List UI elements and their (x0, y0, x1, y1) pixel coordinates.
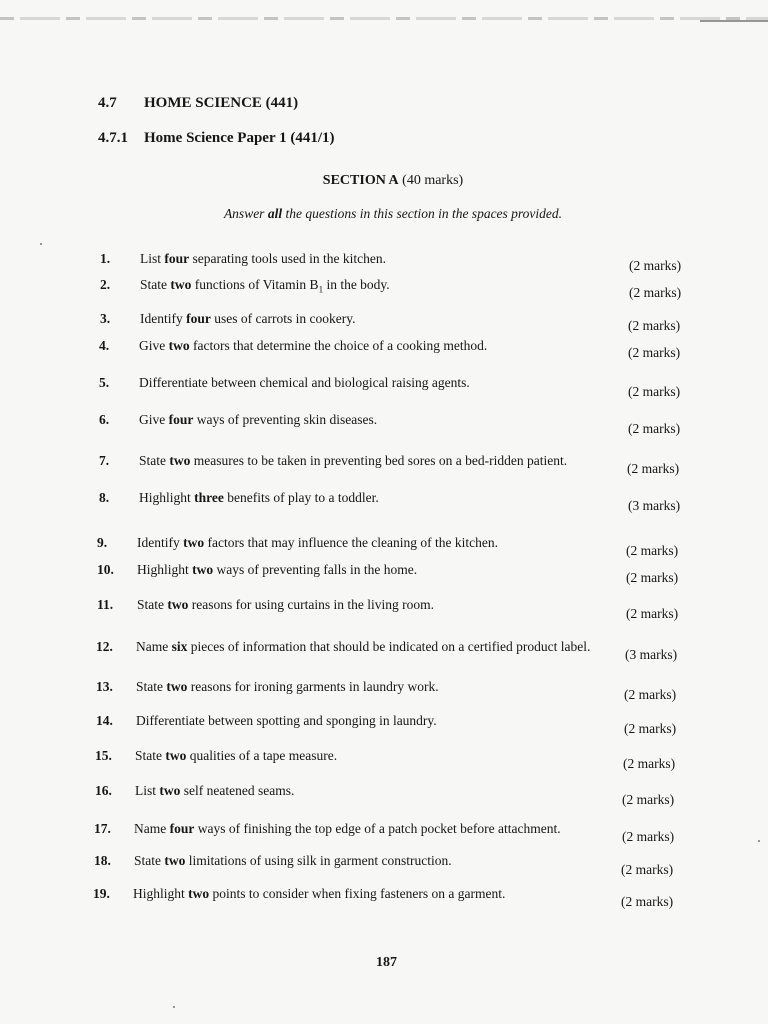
question-text-part: Give (139, 338, 169, 353)
question-keyword: two (164, 853, 186, 868)
question-number: 9. (97, 535, 108, 550)
question-subscript: 1 (318, 284, 324, 295)
question-marks: (2 marks) (624, 721, 677, 736)
question-marks: (2 marks) (626, 570, 679, 585)
question-number: 13. (96, 679, 113, 694)
question-number: 4. (99, 338, 110, 353)
question-text-part: List (135, 783, 160, 798)
question-marks: (2 marks) (628, 384, 681, 399)
question-keyword: two (169, 453, 191, 468)
scan-speck (758, 840, 760, 842)
question-text-part: Highlight (139, 490, 195, 505)
question-text (139, 490, 379, 506)
question-text-part: ways of finishing the top edge of a patch pocket before attachment. (194, 821, 561, 836)
question-text-part: measures to be taken in preventing bed sores on a bed-ridden patient. (190, 453, 568, 468)
question-text-part: ways of preventing falls in the home. (213, 562, 418, 577)
question-text-part: Give (139, 412, 169, 427)
question-text (136, 679, 439, 695)
section-title: HOME SCIENCE (441) (144, 95, 299, 111)
question-text-part: functions of Vitamin B (191, 277, 319, 292)
question-number: 10. (97, 562, 114, 577)
question-number: 8. (99, 490, 110, 505)
question-text-part: Highlight (133, 886, 189, 901)
question-text-part: factors that may influence the cleaning of the kitchen. (204, 535, 499, 550)
question-text-part: qualities of a tape measure. (186, 748, 338, 763)
question-marks: (2 marks) (629, 285, 682, 300)
question-text (139, 338, 487, 354)
question-text-part: State (136, 679, 167, 694)
question-text (136, 713, 437, 729)
question-marks: (2 marks) (626, 606, 679, 621)
question-text (139, 412, 377, 428)
question-marks: (2 marks) (621, 894, 674, 909)
question-keyword: two (159, 783, 181, 798)
question-text-part: points to consider when fixing fasteners on a garment. (209, 886, 506, 901)
question-marks: (2 marks) (627, 461, 680, 476)
question-text (139, 375, 470, 391)
scan-speck (40, 243, 42, 245)
question-number: 15. (95, 748, 112, 763)
question-text-part: in the body. (323, 277, 390, 292)
question-text-part: Highlight (137, 562, 193, 577)
question-text-part: Identify (137, 535, 184, 550)
question-text-part: List (140, 251, 165, 266)
question-number: 18. (94, 853, 111, 868)
question-keyword: two (183, 535, 205, 550)
question-text (140, 277, 390, 295)
question-number: 2. (100, 277, 111, 292)
question-marks: (2 marks) (624, 687, 677, 702)
question-text-part: reasons for using curtains in the living room. (188, 597, 434, 612)
question-text-part: State (140, 277, 171, 292)
question-text-part: Differentiate between chemical and biological raising agents. (139, 375, 470, 390)
question-text-part: State (134, 853, 165, 868)
question-number: 16. (95, 783, 112, 798)
question-marks: (3 marks) (625, 647, 678, 662)
question-number: 17. (94, 821, 111, 836)
question-text-part: self neatened seams. (180, 783, 295, 798)
question-text-part: benefits of play to a toddler. (223, 490, 379, 505)
question-marks: (2 marks) (623, 756, 676, 771)
question-marks: (2 marks) (628, 345, 681, 360)
question-text-part: State (137, 597, 168, 612)
question-text-part: limitations of using silk in garment construction. (185, 853, 452, 868)
question-keyword: four (164, 251, 190, 266)
question-marks: (3 marks) (628, 498, 681, 513)
question-text-part: factors that determine the choice of a cooking method. (189, 338, 488, 353)
question-number: 7. (99, 453, 110, 468)
question-keyword: two (170, 277, 192, 292)
instruction-text: Answer (223, 206, 268, 221)
question-number: 1. (100, 251, 111, 266)
paper-number: 4.7.1 (98, 130, 128, 146)
question-keyword: six (171, 639, 188, 654)
question-keyword: two (168, 338, 190, 353)
question-keyword: four (186, 311, 211, 326)
question-marks: (2 marks) (621, 862, 674, 877)
question-text (134, 853, 452, 869)
question-text (140, 251, 386, 267)
question-keyword: two (192, 562, 214, 577)
question-keyword: two (167, 597, 189, 612)
instruction-emphasis: all (267, 206, 283, 221)
section-a-title (0, 173, 768, 189)
question-marks: (2 marks) (626, 543, 679, 558)
question-keyword: two (188, 886, 210, 901)
question-number: 6. (99, 412, 110, 427)
section-a-label: SECTION A (322, 173, 399, 188)
question-number: 5. (99, 375, 110, 390)
question-text (139, 453, 567, 469)
question-text (136, 639, 590, 655)
question-text-part: Identify (140, 311, 187, 326)
scan-artifact-rule (700, 20, 768, 22)
page-number: 187 (376, 955, 397, 970)
question-number: 12. (96, 639, 113, 654)
scan-artifact-top (0, 17, 768, 20)
question-number: 3. (100, 311, 111, 326)
section-a-instruction (0, 206, 768, 222)
question-marks: (2 marks) (628, 421, 681, 436)
question-keyword: two (166, 679, 188, 694)
question-text (140, 311, 355, 327)
section-a-marks: (40 marks) (402, 173, 464, 188)
question-text-part: ways of preventing skin diseases. (193, 412, 378, 427)
question-text (137, 597, 434, 613)
question-text-part: Differentiate between spotting and sponging in laundry. (136, 713, 437, 728)
question-keyword: two (165, 748, 187, 763)
question-text-part: Name (134, 821, 170, 836)
question-marks: (2 marks) (622, 829, 675, 844)
question-keyword: four (168, 412, 194, 427)
question-text-part: Name (136, 639, 172, 654)
question-text (137, 535, 498, 551)
instruction-text: the questions in this section in the spaces provided. (282, 206, 563, 221)
question-text (133, 886, 505, 902)
question-text (134, 821, 561, 837)
question-text (135, 783, 294, 799)
question-marks: (2 marks) (622, 792, 675, 807)
section-number: 4.7 (98, 95, 117, 111)
question-text (135, 748, 337, 764)
question-text-part: reasons for ironing garments in laundry work. (187, 679, 439, 694)
question-number: 14. (96, 713, 113, 728)
question-text-part: State (139, 453, 170, 468)
paper-title: Home Science Paper 1 (441/1) (144, 130, 335, 146)
section-heading (98, 95, 298, 112)
question-text-part: separating tools used in the kitchen. (189, 251, 386, 266)
question-text-part: pieces of information that should be indicated on a certified product label. (187, 639, 591, 654)
question-text-part: uses of carrots in cookery. (210, 311, 356, 326)
question-marks: (2 marks) (629, 258, 682, 273)
question-text-part: State (135, 748, 166, 763)
question-keyword: four (169, 821, 195, 836)
paper-heading (98, 130, 335, 147)
question-text (137, 562, 417, 578)
question-keyword: three (194, 490, 224, 505)
scan-speck (173, 1006, 175, 1008)
question-number: 11. (97, 597, 114, 612)
question-marks: (2 marks) (628, 318, 681, 333)
question-number: 19. (93, 886, 110, 901)
